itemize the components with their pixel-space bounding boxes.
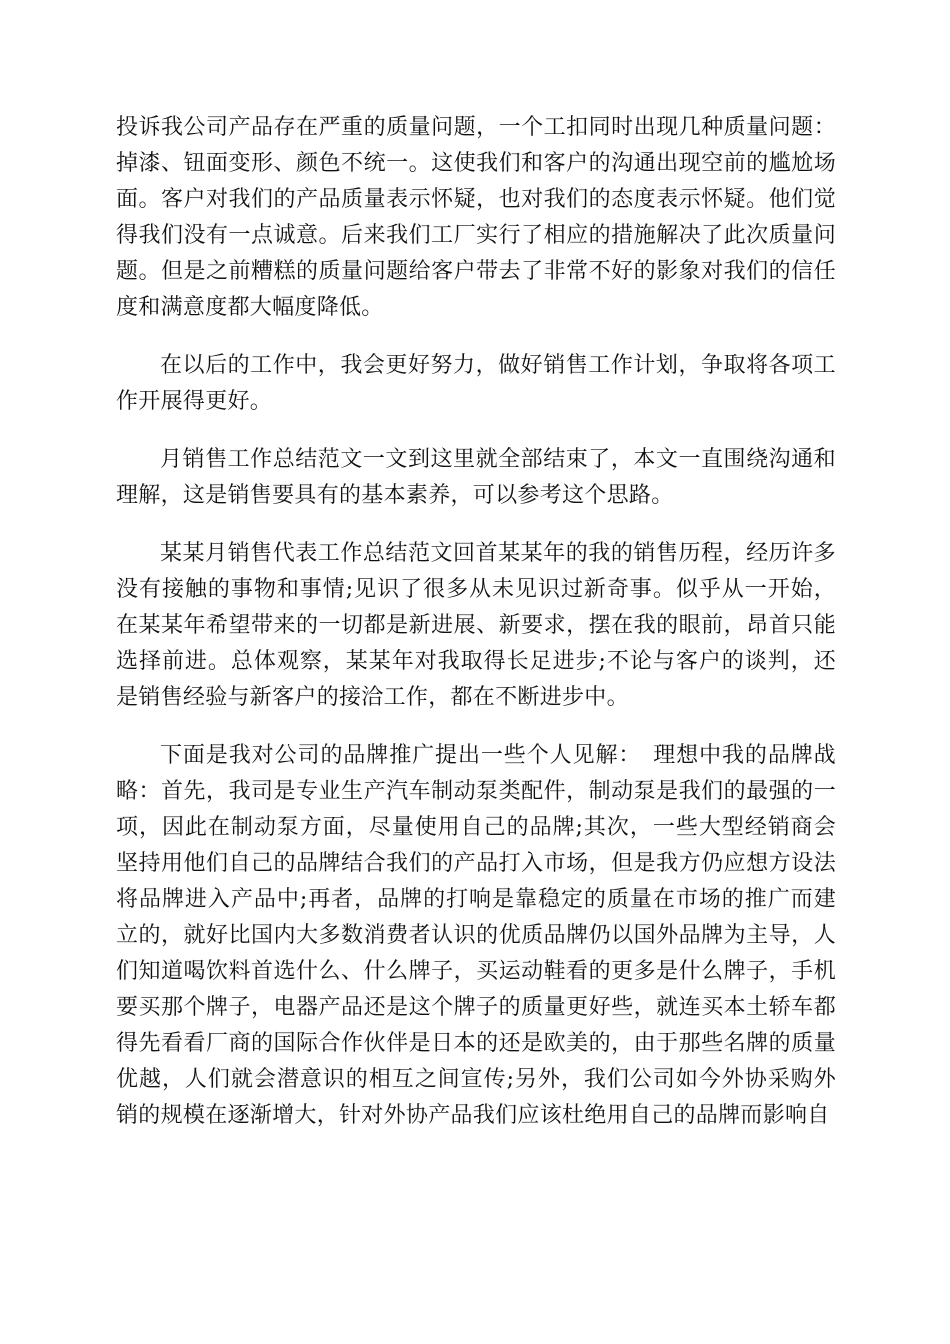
document-body: [116, 110, 836, 1156]
paragraph-future-work: 在以后的工作中，我会更好努力，做好销售工作计划，争取将各项工作开展得更好。: [116, 353, 836, 414]
paragraph-summary-end: 月销售工作总结范文一文到这里就全部结束了，本文一直围绕沟通和理解，这是销售要具有的基本素养，可以参考这个思路。: [116, 447, 836, 508]
paragraph-continuation: 投诉我公司产品存在严重的质量问题，一个工扣同时出现几种质量问题：掉漆、钮面变形、颜色不统一。这使我们和客户的沟通出现空前的尴尬场面。客户对我们的产品质量表示怀疑，也对我们的态度表示怀疑。他们觉得我们没有一点诚意。后来我们工厂实行了相应的措施解决了此次质量问题。但是之前糟糕的质量问题给客户带去了非常不好的影象对我们的信任度和满意度都大幅度降低。: [116, 115, 836, 320]
paragraph-brand-strategy: 下面是我对公司的品牌推广提出一些个人见解： 理想中我的品牌战略：首先，我司是专业生产汽车制动泵类配件，制动泵是我们的最强的一项，因此在制动泵方面，尽量使用自己的品牌;其次，一些大型经销商会坚持用他们自己的品牌结合我们的产品打入市场，但是我方仍应想方设法将品牌进入产品中;再者，品牌的打响是靠稳定的质量在市场的推广而建立的，就好比国内大多数消费者认识的优质品牌仍以国外品牌为主导，人们知道喝饮料首选什么、什么牌子，买运动鞋看的更多是什么牌子，手机要买那个牌子，电器产品还是这个牌子的质量更好些，就连买本土轿车都得先看看厂商的国际合作伙伴是日本的还是欧美的，由于那些名牌的质量优越，人们就会潜意识的相互之间宣传;另外，我们公司如今外协采购外销的规模在逐渐增大，针对外协产品我们应该杜绝用自己的品牌而影响自: [116, 743, 836, 1128]
paragraph-sales-review: 某某月销售代表工作总结范文回首某某年的我的销售历程，经历许多没有接触的事物和事情;见识了很多从未见识过新奇事。似乎从一开始，在某某年希望带来的一切都是新进展、新要求，摆在我的眼前，昂首只能选择前进。总体观察，某某年对我取得长足进步;不论与客户的谈判，还是销售经验与新客户的接洽工作，都在不断进步中。: [116, 541, 836, 710]
